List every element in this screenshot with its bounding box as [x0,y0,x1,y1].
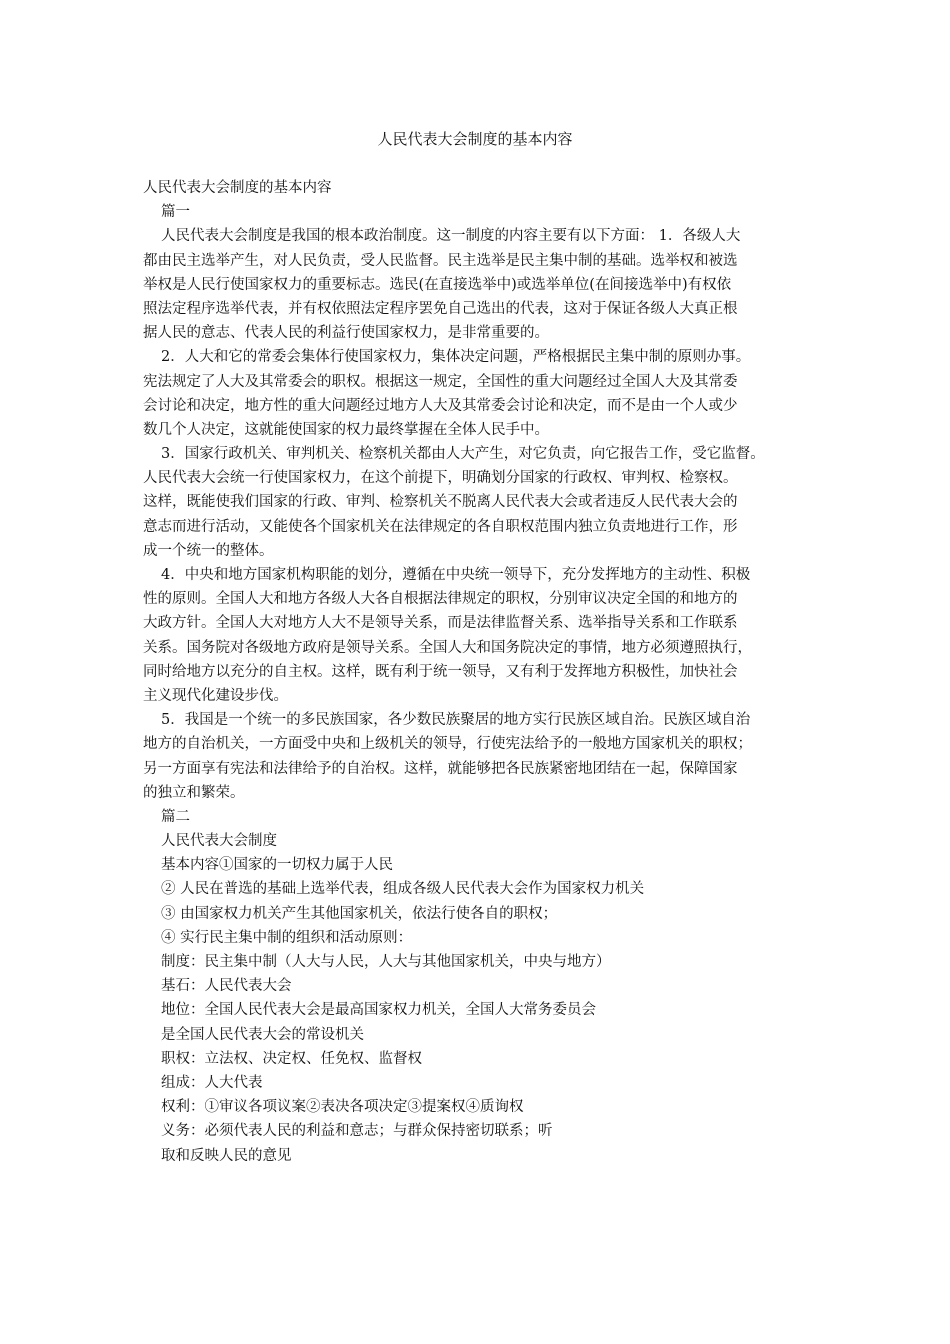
text-line: 另一方面享有宪法和法律给予的自治权。这样，就能够把各民族紧密地团结在一起，保障国家 [143,760,738,777]
text-line: 2．人大和它的常委会集体行使国家权力，集体决定问题，严格根据民主集中制的原则办事。 [161,349,751,366]
text-line: 性的原则。全国人大和地方各级人大各自根据法律规定的职权，分别审议决定全国的和地方的 [143,591,738,608]
text-line: 地方的自治机关，一方面受中央和上级机关的领导，行使宪法给予的一般地方国家机关的职权； [143,736,752,753]
text-line: 这样，既能使我们国家的行政、审判、检察机关不脱离人民代表大会或者违反人民代表大会的 [143,494,738,511]
text-line: 基石：人民代表大会 [161,978,292,995]
text-line: 成一个统一的整体。 [143,542,274,559]
text-line: 人民代表大会统一行使国家权力，在这个前提下，明确划分国家的行政权、审判权、检察权。 [143,470,738,487]
text-line: 数几个人决定，这就能使国家的权力最终掌握在全体人民手中。 [143,421,549,438]
text-line: 4．中央和地方国家机构职能的划分，遵循在中央统一领导下，充分发挥地方的主动性、积极 [161,567,751,583]
text-line: 关系。国务院对各级地方政府是领导关系。全国人大和国务院决定的事情，地方必须遵照执行， [143,639,752,656]
text-line: 职权：立法权、决定权、任免权、监督权 [161,1050,422,1067]
text-line: 意志而进行活动，又能使各个国家机关在法律规定的各自职权范围内独立负责地进行工作，形 [143,518,738,535]
text-line: 义务：必须代表人民的利益和意志；与群众保持密切联系；听 [161,1123,553,1140]
text-line: 会讨论和决定，地方性的重大问题经过地方人大及其常委会讨论和决定，而不是由一个人或少 [143,397,738,414]
text-line: 大政方针。全国人大对地方人大不是领导关系，而是法律监督关系、选举指导关系和工作联系 [143,615,738,632]
text-line: ③ 由国家权力机关产生其他国家机关，依法行使各自的职权； [161,905,558,922]
text-line: 宪法规定了人大及其常委会的职权。根据这一规定，全国性的重大问题经过全国人大及其常委 [143,373,738,390]
text-line: 主义现代化建设步伐。 [143,687,288,704]
text-line: 照法定程序选举代表，并有权依照法定程序罢免自己选出的代表，这对于保证各级人大真正根 [143,300,738,317]
text-line: 人民代表大会制度的基本内容 [143,180,332,196]
text-line: 人民代表大会制度是我国的根本政治制度。这一制度的内容主要有以下方面： 1．各级人大 [161,228,741,245]
text-line: 篇二 [161,808,190,825]
text-line: 据人民的意志、代表人民的利益行使国家权力，是非常重要的。 [143,325,549,342]
text-line: 地位：全国人民代表大会是最高国家权力机关，全国人大常务委员会 [161,1002,596,1019]
text-line: 人民代表大会制度 [161,833,277,850]
text-line: 同时给地方以充分的自主权。这样，既有利于统一领导，又有利于发挥地方积极性，加快社会 [143,663,738,680]
text-line: ④ 实行民主集中制的组织和活动原则： [161,929,413,946]
document-title: 人民代表大会制度的基本内容 [377,130,573,148]
document-body [143,176,833,1168]
text-line: 权利：①审议各项议案②表决各项决定③提案权④质询权 [161,1099,524,1116]
text-line: ② 人民在普选的基础上选举代表，组成各级人民代表大会作为国家权力机关 [161,881,645,898]
text-line: 制度：民主集中制（人大与人民，人大与其他国家机关，中央与地方） [161,954,611,970]
text-line: 5．我国是一个统一的多民族国家，各少数民族聚居的地方实行民族区域自治。民族区域自治 [161,712,751,729]
text-line: 的独立和繁荣。 [143,784,245,801]
text-line: 组成：人大代表 [161,1074,263,1091]
text-line: 基本内容①国家的一切权力属于人民 [161,857,393,874]
text-line: 取和反映人民的意见 [161,1147,292,1164]
text-line: 篇一 [161,204,190,221]
text-line: 举权是人民行使国家权力的重要标志。选民(在直接选举中)或选举单位(在间接选举中)有权依 [143,276,732,293]
text-line: 是全国人民代表大会的常设机关 [161,1026,364,1043]
text-line: 3．国家行政机关、审判机关、检察机关都由人大产生，对它负责，向它报告工作，受它监督。 [161,446,765,463]
text-line: 都由民主选举产生，对人民负责，受人民监督。民主选举是民主集中制的基础。选举权和被选 [143,252,738,269]
